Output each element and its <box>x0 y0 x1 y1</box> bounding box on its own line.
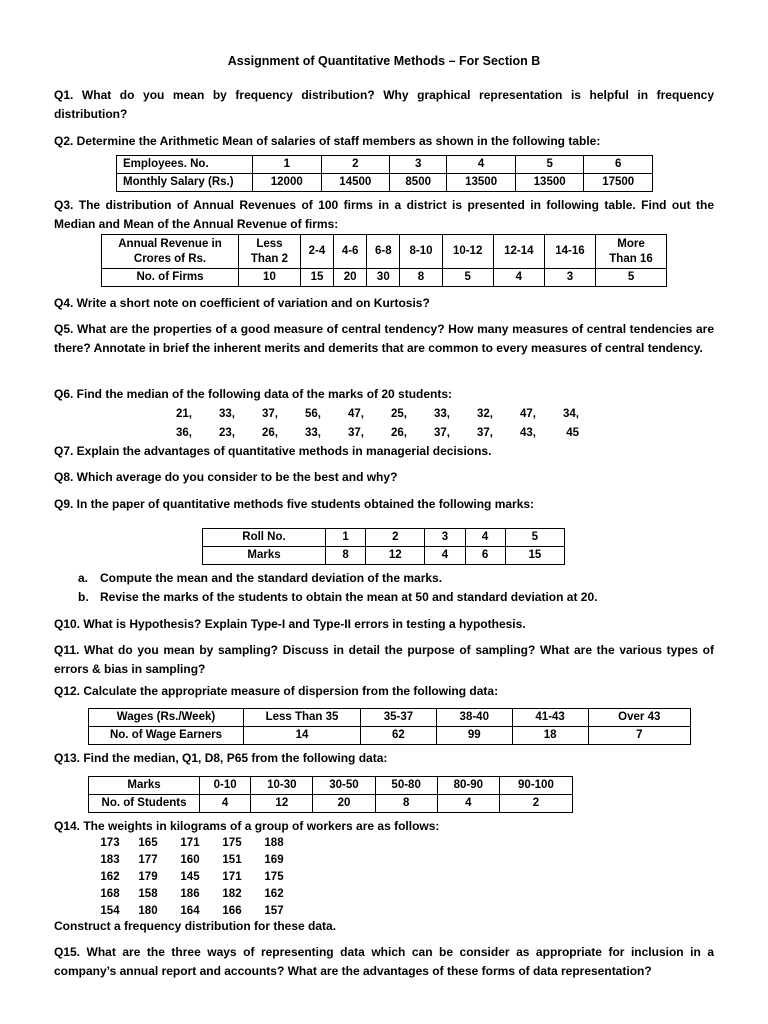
question-13: Q13. Find the median, Q1, D8, P65 from the following data: <box>54 751 388 765</box>
revenue-table <box>101 234 667 287</box>
q6-marks-data <box>166 404 579 442</box>
question-8: Q8. Which average do you consider to be the best and why? <box>54 470 398 484</box>
list-item: 36, 23, 26, 33, 37, 26, 37, 37, 43, 45 <box>176 426 579 439</box>
question-14: Q14. The weights in kilograms of a group of workers are as follows: <box>54 819 440 833</box>
list-item: 173 165 171 175 188 <box>100 836 284 849</box>
question-14-instruction: Construct a frequency distribution for these data. <box>54 919 337 933</box>
question-11: Q11. What do you mean by sampling? Discuss in detail the purpose of sampling? What are the various types of errors & bias in sampling? <box>54 643 714 676</box>
list-item: 162 179 145 171 175 <box>100 870 284 883</box>
weights-data <box>94 834 294 919</box>
question-4: Q4. Write a short note on coefficient of variation and on Kurtosis? <box>54 296 430 310</box>
table-row: No. of Wage Earners 14 62 99 18 7 <box>89 727 691 745</box>
salary-table <box>116 155 653 192</box>
list-item: b. Revise the marks of the students to obtain the mean at 50 and standard deviation at 20. <box>78 590 598 604</box>
table-row: Wages (Rs./Week) Less Than 35 35-37 38-40 41-43 Over 43 <box>89 709 691 727</box>
list-item: 21, 33, 37, 56, 47, 25, 33, 32, 47, 34, <box>176 407 579 420</box>
question-9: Q9. In the paper of quantitative methods five students obtained the following marks: <box>54 497 535 511</box>
page-title: Assignment of Quantitative Methods – For Section B <box>227 54 541 68</box>
question-3: Q3. The distribution of Annual Revenues of 100 firms in a district is presented in following table. Find out the Median and Mean of the Annual Revenue of firms: <box>54 198 714 231</box>
students-table <box>88 776 573 813</box>
table-row: Marks 8 12 4 6 15 <box>203 547 565 565</box>
question-15: Q15. What are the three ways of representing data which can be consider as appropriate for inclusion in a company’s annual report and accounts? What are the advantages of these forms of data representation? <box>54 945 714 978</box>
table-row: Roll No. 1 2 3 4 5 <box>203 529 565 547</box>
list-item: 183 177 160 151 169 <box>100 853 284 866</box>
marks-table <box>202 528 565 565</box>
table-row: No. of Students 4 12 20 8 4 2 <box>89 795 573 813</box>
question-12: Q12. Calculate the appropriate measure of dispersion from the following data: <box>54 684 499 698</box>
table-row: Marks 0-10 10-30 30-50 50-80 80-90 90-100 <box>89 777 573 795</box>
table-row: Monthly Salary (Rs.) 12000 14500 8500 13500 13500 17500 <box>117 174 653 192</box>
list-item: 168 158 186 182 162 <box>100 887 284 900</box>
question-10: Q10. What is Hypothesis? Explain Type-I and Type-II errors in testing a hypothesis. <box>54 617 526 631</box>
question-5: Q5. What are the properties of a good measure of central tendency? How many measures of central tendencies are there? Annotate in brief the inherent merits and demerits that are common to every measures of central tendency. <box>54 322 714 355</box>
question-7: Q7. Explain the advantages of quantitative methods in managerial decisions. <box>54 444 492 458</box>
list-item: 154 180 164 166 157 <box>100 904 284 917</box>
table-row: Employees. No. 1 2 3 4 5 6 <box>117 156 653 174</box>
list-item: a. Compute the mean and the standard deviation of the marks. <box>78 571 443 585</box>
question-6: Q6. Find the median of the following data of the marks of 20 students: <box>54 387 453 401</box>
wages-table <box>88 708 691 745</box>
table-row: No. of Firms 10 15 20 30 8 5 4 3 5 <box>102 269 667 287</box>
question-2: Q2. Determine the Arithmetic Mean of salaries of staff members as shown in the following table: <box>54 134 601 148</box>
table-row: Annual Revenue in Crores of Rs. Less Than 2 2-4 4-6 6-8 8-10 10-12 12-14 14-16 More Than 16 <box>102 235 667 269</box>
q9-sub-questions <box>78 569 597 607</box>
question-1: Q1. What do you mean by frequency distribution? Why graphical representation is helpful in frequency distribution? <box>54 88 714 121</box>
